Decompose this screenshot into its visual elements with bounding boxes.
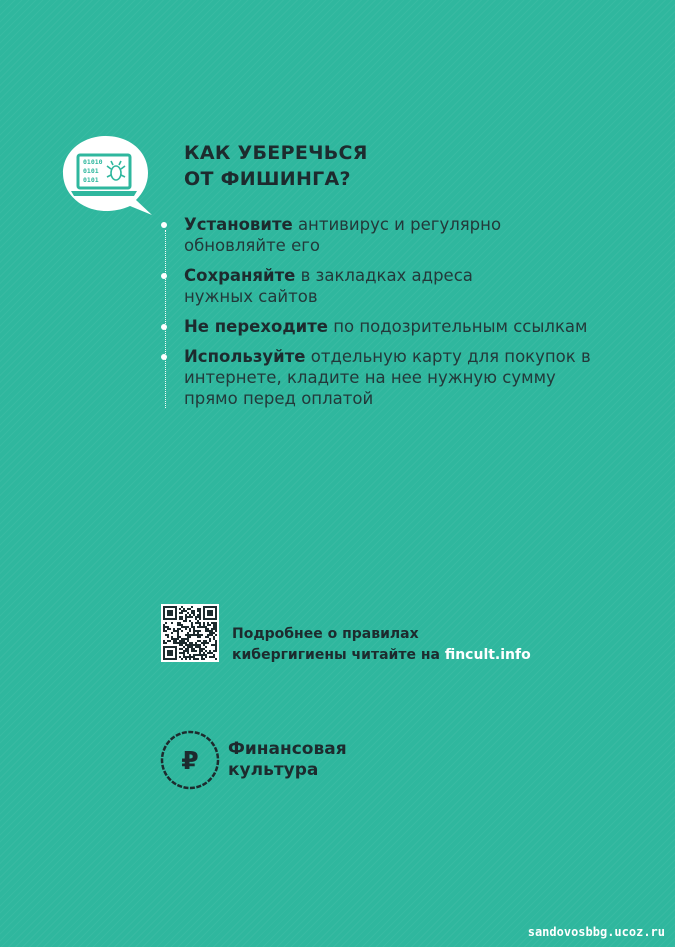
bullet-dot [161, 222, 167, 228]
site-watermark: sandovosbbg.ucoz.ru [527, 925, 665, 939]
laptop-phishing-icon [58, 133, 154, 219]
page-title [184, 140, 368, 192]
tip-verb: Используйте [184, 347, 306, 366]
list-item [184, 316, 624, 337]
more-info-text [232, 624, 592, 666]
tip-text: по подозрительным ссылкам [327, 317, 588, 336]
tip-text: отдельную карту для покупок в интернете, кладите на нее нужную сумму прямо перед оплатой [184, 347, 591, 408]
title-line: ОТ ФИШИНГА? [184, 168, 351, 190]
tip-verb: Не переходите [184, 317, 328, 336]
title-line: КАК УБЕРЕЧЬСЯ [184, 142, 368, 164]
code-line: 01010 [83, 158, 103, 166]
bullet-dot [161, 354, 167, 360]
tip-verb: Сохраняйте [184, 266, 296, 285]
list-item [184, 214, 624, 256]
brand-line: Финансовая [228, 739, 347, 759]
list-item [184, 346, 624, 409]
brand-name [228, 739, 347, 781]
tip-text: антивирус и регулярно обновляйте его [184, 215, 502, 255]
tip-text: в закладках адреса нужных сайтов [184, 266, 473, 306]
list-item [184, 265, 624, 307]
bullet-dot [161, 273, 167, 279]
code-line: 0101 [83, 176, 99, 184]
ruble-symbol: ₽ [181, 746, 199, 775]
ruble-logo-icon [160, 730, 220, 790]
more-info-line: Подробнее о правилах [232, 626, 419, 642]
bullet-dot [161, 324, 167, 330]
brand-line: культура [228, 760, 319, 780]
dotted-divider [165, 230, 166, 408]
qr-code[interactable] [161, 604, 219, 662]
code-line: 0101 [83, 167, 99, 175]
fincult-link[interactable]: fincult.info [444, 647, 531, 663]
tips-list [184, 214, 624, 418]
more-info-line: кибергигиены читайте на [232, 647, 445, 663]
tip-verb: Установите [184, 215, 293, 234]
